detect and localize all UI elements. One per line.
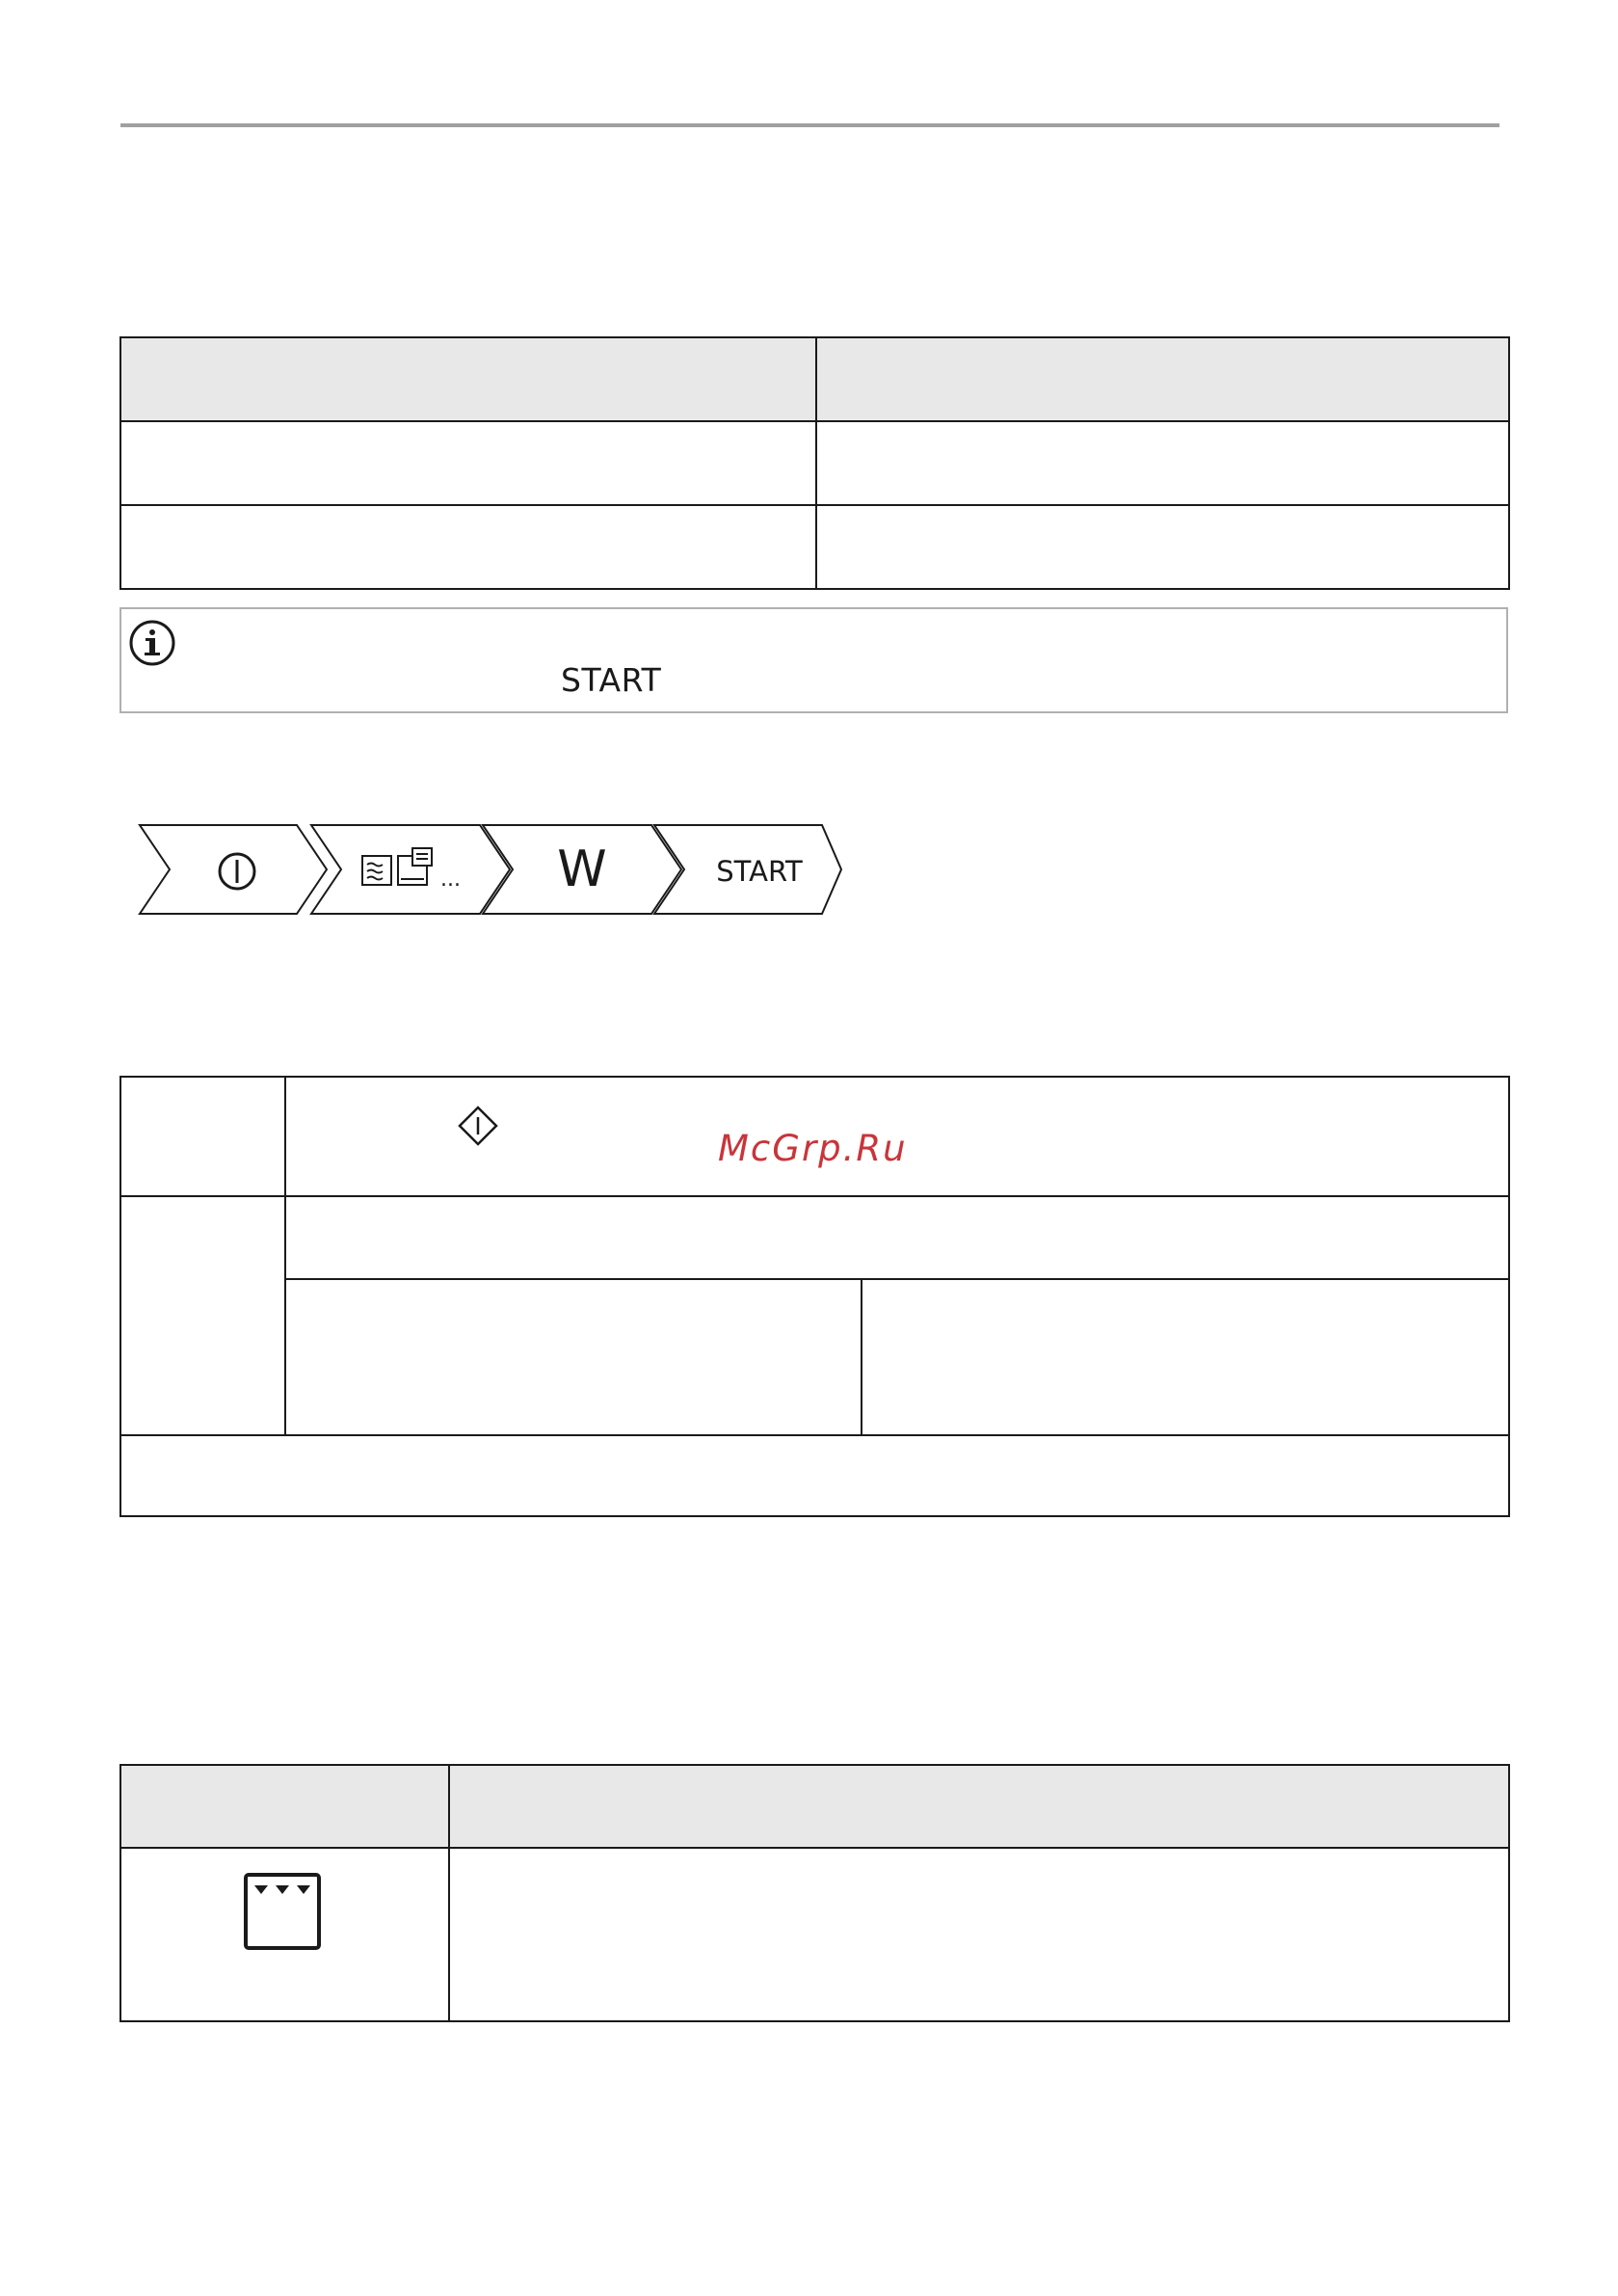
start-key-icon bbox=[457, 1105, 499, 1147]
step-arrow-1 bbox=[140, 825, 327, 914]
step-sequence bbox=[138, 821, 851, 918]
table-1-cell bbox=[120, 421, 816, 505]
step-arrow-2 bbox=[311, 825, 510, 914]
step-2-suffix: ... bbox=[440, 868, 461, 892]
oven-top-heat-icon bbox=[243, 1872, 322, 1951]
table-2-cell bbox=[120, 1077, 285, 1196]
table-1-header-cell bbox=[120, 337, 816, 421]
table-3-cell bbox=[449, 1848, 1509, 2021]
table-2-cell bbox=[285, 1196, 1509, 1279]
oven-functions-icon bbox=[362, 848, 432, 885]
power-icon bbox=[220, 854, 254, 889]
table-2-cell bbox=[285, 1279, 862, 1435]
watermark: McGrp.Ru bbox=[718, 1128, 908, 1169]
table-3-cell bbox=[120, 1848, 449, 2021]
info-note bbox=[119, 607, 1508, 713]
table-1-header-cell bbox=[816, 337, 1509, 421]
table-1-cell bbox=[816, 505, 1509, 589]
top-rule bbox=[120, 123, 1499, 127]
table-1-cell bbox=[816, 421, 1509, 505]
table-2-cell bbox=[120, 1435, 1509, 1516]
table-1-cell bbox=[120, 505, 816, 589]
table-2-cell bbox=[120, 1196, 285, 1435]
table-3 bbox=[119, 1764, 1510, 2022]
table-2-cell bbox=[862, 1279, 1509, 1435]
table-1 bbox=[119, 336, 1510, 590]
step-4-label: START bbox=[716, 855, 803, 888]
step-3-label: W bbox=[557, 841, 607, 898]
table-3-header-cell bbox=[449, 1765, 1509, 1848]
info-icon bbox=[128, 619, 176, 667]
note-start-label: START bbox=[561, 661, 662, 699]
table-3-header-cell bbox=[120, 1765, 449, 1848]
